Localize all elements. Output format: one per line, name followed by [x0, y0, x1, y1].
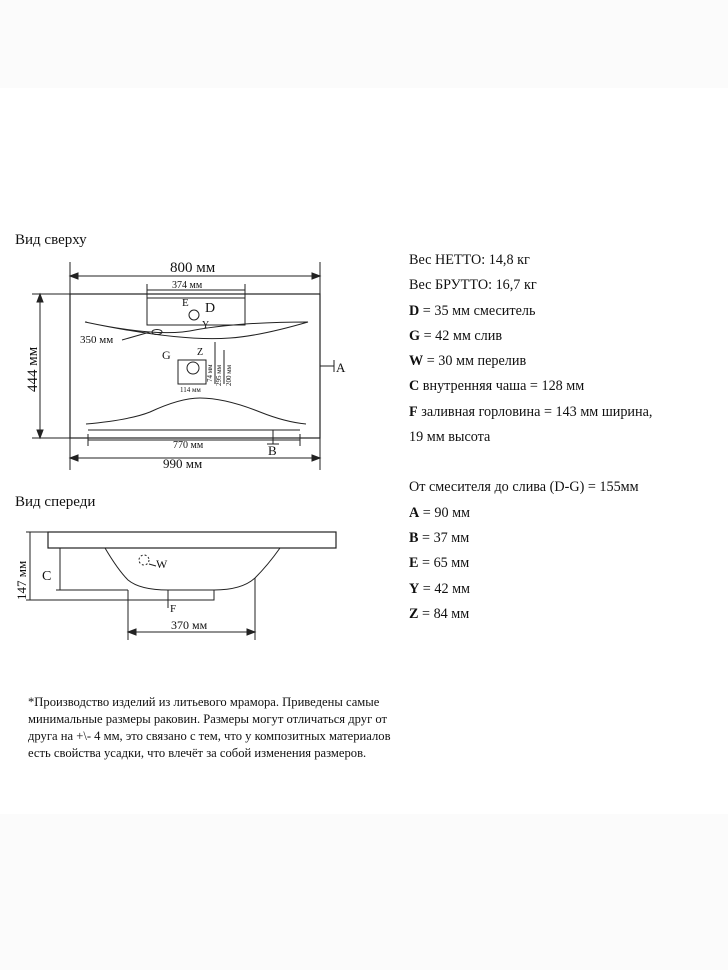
gross-weight: Вес БРУТТО: 16,7 кг: [409, 277, 537, 294]
spec-W: W = 30 мм перелив: [409, 353, 527, 370]
dim-A: A = 90 мм: [409, 504, 471, 521]
specifications-panel: [409, 248, 719, 627]
dim-147: 147 мм: [14, 560, 29, 600]
dim-114: 114 мм: [180, 386, 201, 394]
bottom-background-band: [0, 814, 728, 970]
label-W: W: [156, 557, 168, 571]
net-weight: Вес НЕТТО: 14,8 кг: [409, 252, 530, 268]
dim-800: 800 мм: [170, 260, 216, 276]
dim-374: 374 мм: [172, 280, 203, 291]
top-view-drawing: [0, 250, 400, 480]
dim-B: B = 37 мм: [409, 529, 470, 546]
dim-E: E = 65 мм: [409, 555, 470, 572]
label-A: A: [336, 360, 346, 375]
dim-990: 990 мм: [163, 456, 203, 471]
spec-F-continuation: 19 мм высота: [409, 429, 491, 446]
label-D: D: [205, 301, 216, 316]
spec-D: D = 35 мм смеситель: [409, 302, 536, 319]
dim-350: 350 мм: [80, 334, 114, 346]
dim-444: 444 мм: [25, 346, 41, 392]
dim-770: 770 мм: [173, 440, 204, 451]
dim-295: 295 мм: [215, 364, 223, 386]
dim-Z: Z = 84 мм: [409, 605, 470, 622]
label-G: G: [162, 348, 171, 362]
front-view-drawing: [0, 515, 400, 645]
dim-200: 200 мм: [225, 364, 233, 386]
label-E: E: [182, 297, 189, 309]
label-Z: Z: [197, 347, 204, 358]
label-Y: Y: [202, 320, 210, 331]
label-C: C: [42, 569, 52, 584]
front-view-title: Вид спереди: [15, 494, 96, 510]
spec-C: C внутренняя чаша = 128 мм: [409, 378, 585, 395]
label-B: B: [268, 443, 277, 458]
dim-370: 370 мм: [171, 618, 208, 632]
spec-F: F заливная горловина = 143 мм ширина,: [409, 403, 653, 420]
mixer-to-drain: От смесителя до слива (D-G) = 155мм: [409, 479, 639, 496]
top-view-title: Вид сверху: [15, 232, 87, 248]
dim-74: 74 мм: [206, 364, 214, 382]
top-background-band: [0, 0, 728, 88]
spec-G: G = 42 мм слив: [409, 327, 503, 344]
production-note: *Производство изделий из литьевого мрамора. Приведены самые минимальные размеры раковин. Размеры могут отличаться друг от друга на +\- 4 мм, это связано с тем, что у композитных материалов есть свойства усадки, что влечёт за собой изменения размеров.: [28, 695, 391, 760]
label-F: F: [170, 603, 177, 615]
dim-Y: Y = 42 мм: [409, 580, 471, 597]
